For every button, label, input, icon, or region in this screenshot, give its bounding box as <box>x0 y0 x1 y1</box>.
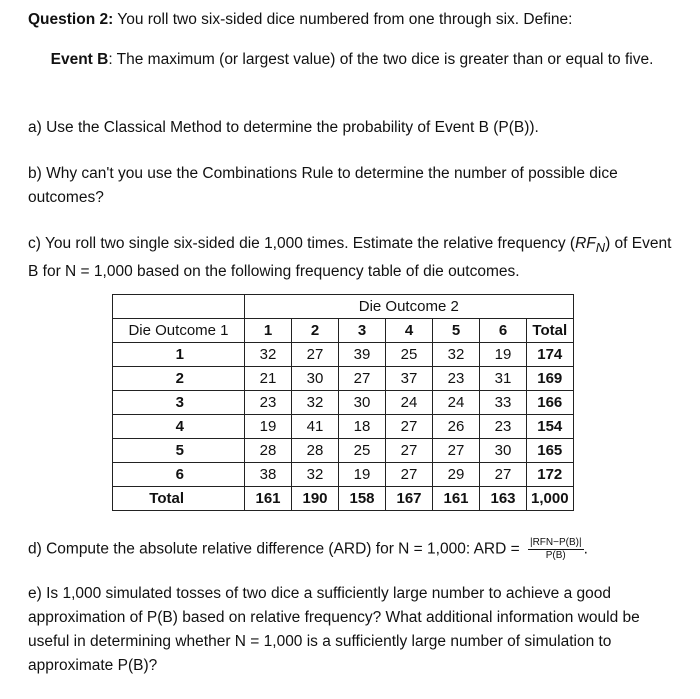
table-cell: 25 <box>386 343 433 367</box>
ard-numerator: |RFN−P(B)| <box>529 537 582 548</box>
table-cell: 23 <box>245 391 292 415</box>
table-cell: 19 <box>245 415 292 439</box>
table-row <box>113 463 574 487</box>
row-total-cell: 174 <box>527 343 574 367</box>
event-b-text: : The maximum (or largest value) of the two dice is greater than or equal to five. <box>108 51 654 68</box>
table-cell: 38 <box>245 463 292 487</box>
table-row <box>113 439 574 463</box>
table-cell: 28 <box>292 439 339 463</box>
table-cell: 19 <box>339 463 386 487</box>
table-cell: 37 <box>386 367 433 391</box>
row-total-cell: 165 <box>527 439 574 463</box>
table-cell: 29 <box>433 463 480 487</box>
table-cell: 27 <box>292 343 339 367</box>
event-b-definition <box>28 48 676 72</box>
table-cell: 32 <box>433 343 480 367</box>
part-c-suffix: ) of Event B for N = 1,000 based on the following frequency table of die outcomes. <box>28 235 672 281</box>
table-cell: 23 <box>480 415 527 439</box>
rf-symbol: RF <box>575 235 596 252</box>
row-total-cell: 154 <box>527 415 574 439</box>
table-cell: 167 <box>386 487 433 511</box>
table-cell: 26 <box>433 415 480 439</box>
table-cell: 24 <box>433 391 480 415</box>
part-d-text: d) Compute the absolute relative difference (ARD) for N = 1,000: ARD = <box>28 540 524 558</box>
row-total-cell: 166 <box>527 391 574 415</box>
part-c <box>28 232 676 284</box>
part-b: b) Why can't you use the Combinations Rule to determine the number of possible dice outcomes? <box>28 165 618 206</box>
table-cell: 27 <box>386 439 433 463</box>
table-row <box>113 415 574 439</box>
table-cell: 158 <box>339 487 386 511</box>
col-header-4: 4 <box>386 319 433 343</box>
col-header-1: 1 <box>245 319 292 343</box>
table-cell: 19 <box>480 343 527 367</box>
table-row <box>113 391 574 415</box>
table-cell: 39 <box>339 343 386 367</box>
table-cell: 41 <box>292 415 339 439</box>
table-corner <box>113 295 245 319</box>
table-cell: 31 <box>480 367 527 391</box>
frequency-table <box>112 294 574 511</box>
die-outcome-1-header: Die Outcome 1 <box>113 319 245 343</box>
table-body <box>113 343 574 487</box>
table-cell: 27 <box>433 439 480 463</box>
table-cell: 21 <box>245 367 292 391</box>
table-cell: 24 <box>386 391 433 415</box>
row-total-cell: 169 <box>527 367 574 391</box>
table-cell: 18 <box>339 415 386 439</box>
part-e: e) Is 1,000 simulated tosses of two dice a sufficiently large number to achieve a good approximation of P(B) based on relative frequency? What additional information would be useful in determining whether N = 1,000 is a sufficiently large number of simulation to approximate P(B)? <box>28 585 640 674</box>
ard-fraction <box>528 537 584 562</box>
table-row <box>113 367 574 391</box>
row-label: 6 <box>113 463 245 487</box>
table-cell: 163 <box>480 487 527 511</box>
col-header-3: 3 <box>339 319 386 343</box>
row-label: 4 <box>113 415 245 439</box>
die-outcome-2-header: Die Outcome 2 <box>245 295 574 319</box>
ard-denominator: P(B) <box>545 550 566 561</box>
table-cell: 32 <box>292 463 339 487</box>
row-label: 1 <box>113 343 245 367</box>
col-header-total: Total <box>527 319 574 343</box>
table-cell: 23 <box>433 367 480 391</box>
grand-total-cell: 1,000 <box>527 487 574 511</box>
row-total-cell: 172 <box>527 463 574 487</box>
table-cell: 28 <box>245 439 292 463</box>
table-cell: 30 <box>339 391 386 415</box>
col-header-6: 6 <box>480 319 527 343</box>
event-b-label: Event B <box>50 51 109 68</box>
table-row <box>113 343 574 367</box>
rf-subscript: N <box>595 240 606 256</box>
col-header-2: 2 <box>292 319 339 343</box>
table-cell: 27 <box>480 463 527 487</box>
row-label: 2 <box>113 367 245 391</box>
table-cell: 32 <box>245 343 292 367</box>
row-label: Total <box>113 487 245 511</box>
table-cell: 32 <box>292 391 339 415</box>
totals-row <box>113 487 574 511</box>
question-title <box>28 8 676 32</box>
question-label: Question 2: <box>28 11 114 28</box>
table-cell: 25 <box>339 439 386 463</box>
table-cell: 27 <box>386 415 433 439</box>
part-c-prefix: c) You roll two single six-sided die 1,000 times. Estimate the relative frequency ( <box>28 235 576 252</box>
table-cell: 27 <box>386 463 433 487</box>
part-a: a) Use the Classical Method to determine the probability of Event B (P(B)). <box>28 119 539 136</box>
table-cell: 161 <box>433 487 480 511</box>
table-cell: 30 <box>480 439 527 463</box>
row-label: 3 <box>113 391 245 415</box>
table-cell: 190 <box>292 487 339 511</box>
part-d <box>28 537 688 562</box>
table-cell: 33 <box>480 391 527 415</box>
part-d-end: . <box>583 540 588 558</box>
col-header-5: 5 <box>433 319 480 343</box>
question-intro: You roll two six-sided dice numbered from one through six. Define: <box>113 11 573 28</box>
table-cell: 30 <box>292 367 339 391</box>
table-cell: 161 <box>245 487 292 511</box>
table-cell: 27 <box>339 367 386 391</box>
row-label: 5 <box>113 439 245 463</box>
